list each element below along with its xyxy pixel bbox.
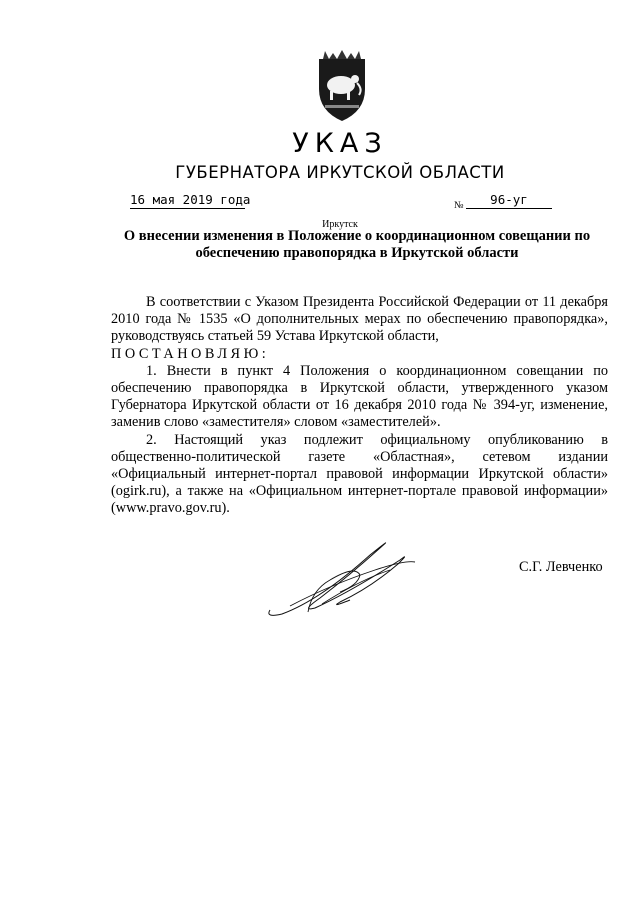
coat-of-arms-icon [311, 49, 373, 123]
document-date: 16 мая 2019 года [130, 192, 251, 207]
paragraph-preamble: В соответствии с Указом Президента Российской Федерации от 11 декабря 2010 года № 1535 «О дополнительных мерах по обеспечению правопорядка», руководствуясь статьей 59 Устава Иркутской области, [111, 294, 608, 345]
paragraph-item-1: 1. Внести в пункт 4 Положения о координационном совещании по обеспечению правопорядка в Иркутской области, утвержденного указом Губернатора Иркутской области от 16 декабря 2010 года № 394-уг, изменение, заменив слово «заместителя» словом «заместителей». [111, 362, 608, 431]
handwritten-signature [260, 530, 420, 620]
paragraph-resolve: ПОСТАНОВЛЯЮ: [111, 345, 270, 362]
document-title: УКАЗ [292, 128, 388, 159]
paragraph-item-2: 2. Настоящий указ подлежит официальному опубликованию в общественно-политической газете «Областная», сетевом издании «Официальный интернет-портал правовой информации Иркутской области» (ogirk.ru), а также на «Официальном интернет-портале правовой информации» (www.pravo.gov.ru). [111, 431, 608, 517]
document-city: Иркутск [322, 219, 358, 230]
document-body [111, 294, 608, 518]
number-sign: № [454, 200, 464, 211]
document-heading: О внесении изменения в Положение о координационном совещании по обеспечению правопорядка в Иркутской области [123, 228, 591, 261]
document-number: 96-уг [466, 192, 552, 209]
document-subtitle: ГУБЕРНАТОРА ИРКУТСКОЙ ОБЛАСТИ [175, 163, 505, 182]
signatory-name: С.Г. Левченко [519, 559, 603, 575]
